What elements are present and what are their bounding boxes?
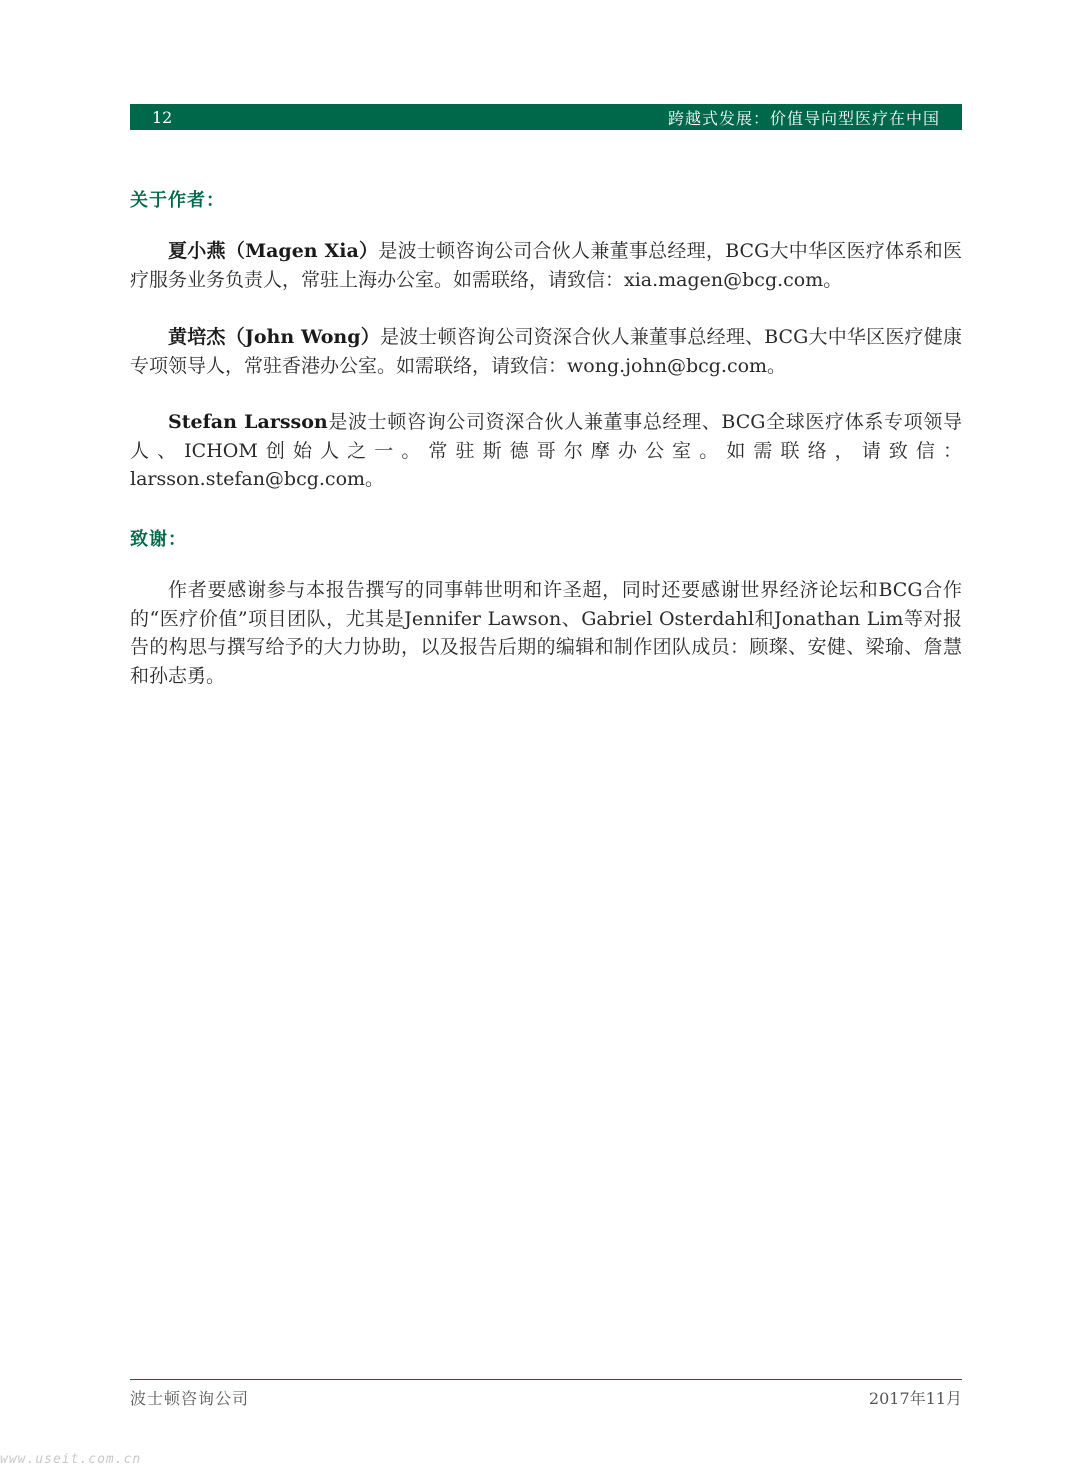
- author-bio: 是波士顿咨询公司资深合伙人兼董事总经理、BCG全球医疗体系专项领导人、ICHOM创始人之一。常驻斯德哥尔摩办公室。如需联络，请致信：larsson.stefan@bcg.com。: [130, 411, 962, 490]
- acknowledgements-heading: 致谢：: [130, 529, 187, 550]
- author-paragraph-stefan-larsson: [130, 408, 962, 494]
- footer-divider: [130, 1379, 962, 1380]
- author-bio: 是波士顿咨询公司合伙人兼董事总经理，BCG大中华区医疗体系和医疗服务业务负责人，常驻上海办公室。如需联络，请致信：xia.magen@bcg.com。: [130, 240, 962, 291]
- about-authors-heading: 关于作者：: [130, 190, 225, 211]
- author-bio: 是波士顿咨询公司资深合伙人兼董事总经理、BCG大中华区医疗健康专项领导人，常驻香港办公室。如需联络，请致信：wong.john@bcg.com。: [130, 326, 962, 377]
- author-name: 夏小燕（Magen Xia）: [168, 240, 379, 262]
- report-title: 跨越式发展：价值导向型医疗在中国: [667, 108, 940, 128]
- page-number: 12: [152, 107, 173, 127]
- author-paragraph-john-wong: [130, 323, 962, 380]
- author-paragraph-magen-xia: [130, 237, 962, 294]
- watermark: www.useit.com.cn: [0, 1452, 142, 1467]
- author-name: 黄培杰（John Wong）: [168, 326, 380, 348]
- acknowledgements-paragraph: 作者要感谢参与本报告撰写的同事韩世明和许圣超，同时还要感谢世界经济论坛和BCG合作的“医疗价值”项目团队，尤其是Jennifer Lawson、Gabriel Osterdahl和Jonathan Lim等对报告的构思与撰写给予的大力协助，以及报告后期的编辑和制作团队成员：顾璨、安健、梁瑜、詹慧和孙志勇。: [130, 579, 962, 687]
- author-name: Stefan Larsson: [168, 411, 328, 433]
- footer-date: 2017年11月: [868, 1389, 962, 1408]
- page-header-bar: [130, 104, 962, 130]
- footer-company: 波士顿咨询公司: [130, 1389, 250, 1408]
